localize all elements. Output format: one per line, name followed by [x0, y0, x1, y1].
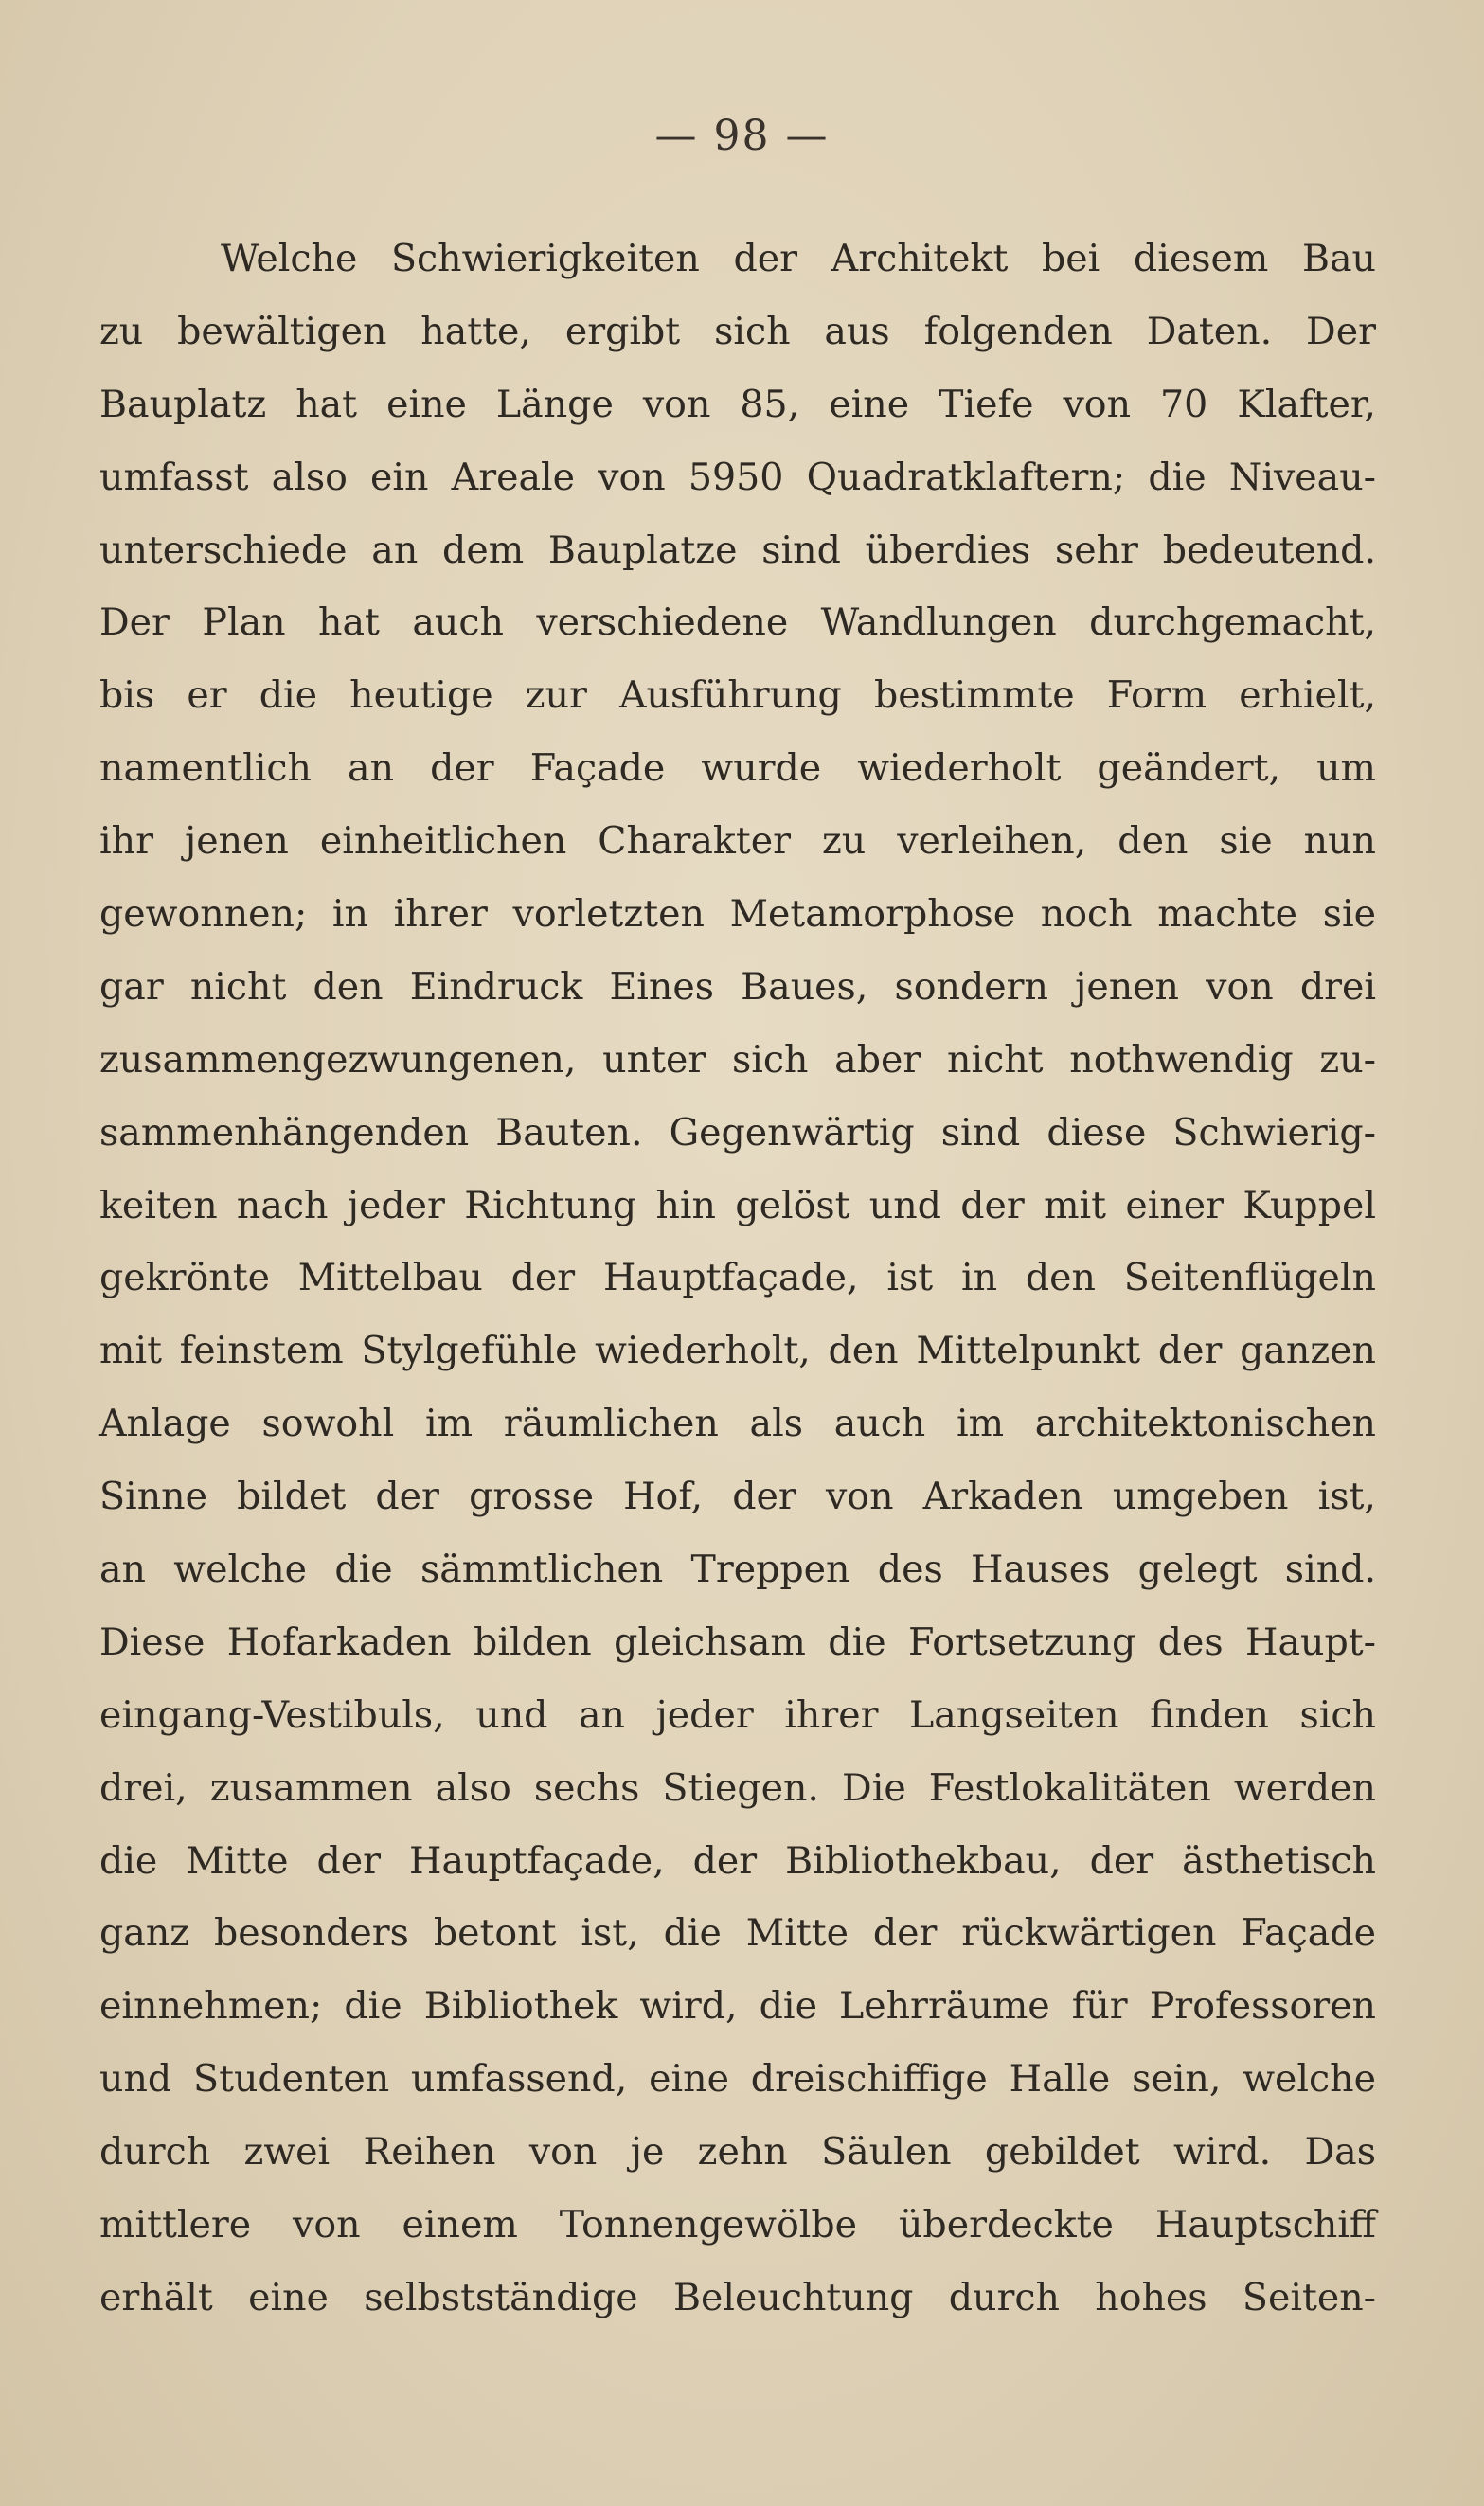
text-line: mit feinstem Stylgefühle wiederholt, den Mittelpunkt der ganzen — [99, 1329, 1376, 1373]
text-line: gekrönte Mittelbau der Hauptfaçade, ist in den Seitenflügeln — [99, 1256, 1376, 1300]
text-line: ihr jenen einheitlichen Charakter zu verleihen, den sie nun — [99, 819, 1376, 864]
text-line: ganz besonders betont ist, die Mitte der rückwärtigen Façade — [99, 1911, 1376, 1956]
text-line: umfasst also ein Areale von 5950 Quadratklaftern; die Niveau- — [99, 455, 1376, 499]
text-line: Welche Schwierigkeiten der Architekt bei diesem Bau — [221, 237, 1376, 280]
text-line: keiten nach jeder Richtung hin gelöst und der mit einer Kuppel — [99, 1183, 1376, 1227]
text-line: an welche die sämmtlichen Treppen des Hauses gelegt sind. — [99, 1548, 1376, 1592]
text-line: einnehmen; die Bibliothek wird, die Lehrräume für Professoren — [99, 1984, 1376, 2029]
text-line: gar nicht den Eindruck Eines Baues, sondern jenen von drei — [99, 964, 1376, 1009]
text-line: eingang-Vestibuls, und an jeder ihrer Langseiten finden sich — [99, 1692, 1376, 1737]
text-line: gewonnen; in ihrer vorletzten Metamorphose noch machte sie — [99, 892, 1376, 937]
text-line: namentlich an der Façade wurde wiederholt geändert, um — [99, 746, 1376, 791]
text-line: Der Plan hat auch verschiedene Wandlungen durchgemacht, — [99, 600, 1376, 645]
text-line: Sinne bildet der grosse Hof, der von Arkaden umgeben ist, — [99, 1475, 1376, 1519]
text-line: drei, zusammen also sechs Stiegen. Die Festlokalitäten werden — [99, 1765, 1376, 1810]
text-line: sammenhängenden Bauten. Gegenwärtig sind diese Schwierig- — [99, 1110, 1376, 1155]
text-line: erhält eine selbstständige Beleuchtung durch hohes Seiten- — [99, 2275, 1376, 2319]
text-line: unterschiede an dem Bauplatze sind überdies sehr bedeutend. — [99, 528, 1376, 572]
text-line: Bauplatz hat eine Länge von 85, eine Tiefe von 70 Klafter, — [99, 382, 1376, 426]
body-text — [99, 223, 1376, 2335]
text-line: zusammengezwungenen, unter sich aber nicht nothwendig zu- — [99, 1037, 1376, 1082]
text-line: die Mitte der Hauptfaçade, der Bibliothekbau, der ästhetisch — [99, 1838, 1376, 1883]
text-line: Diese Hofarkaden bilden gleichsam die Fortsetzung des Haupt- — [99, 1620, 1376, 1664]
text-line: bis er die heutige zur Ausführung bestimmte Form erhielt, — [99, 673, 1376, 718]
text-line: durch zwei Reihen von je zehn Säulen gebildet wird. Das — [99, 2130, 1376, 2175]
text-line: und Studenten umfassend, eine dreischiffige Halle sein, welche — [99, 2057, 1376, 2102]
text-line: Anlage sowohl im räumlichen als auch im architektonischen — [99, 1402, 1376, 1446]
text-line: mittlere von einem Tonnengewölbe überdeckte Hauptschiff — [99, 2203, 1376, 2247]
text-line: zu bewältigen hatte, ergibt sich aus folgenden Daten. Der — [99, 309, 1376, 353]
page-number: — 98 — — [654, 112, 830, 160]
